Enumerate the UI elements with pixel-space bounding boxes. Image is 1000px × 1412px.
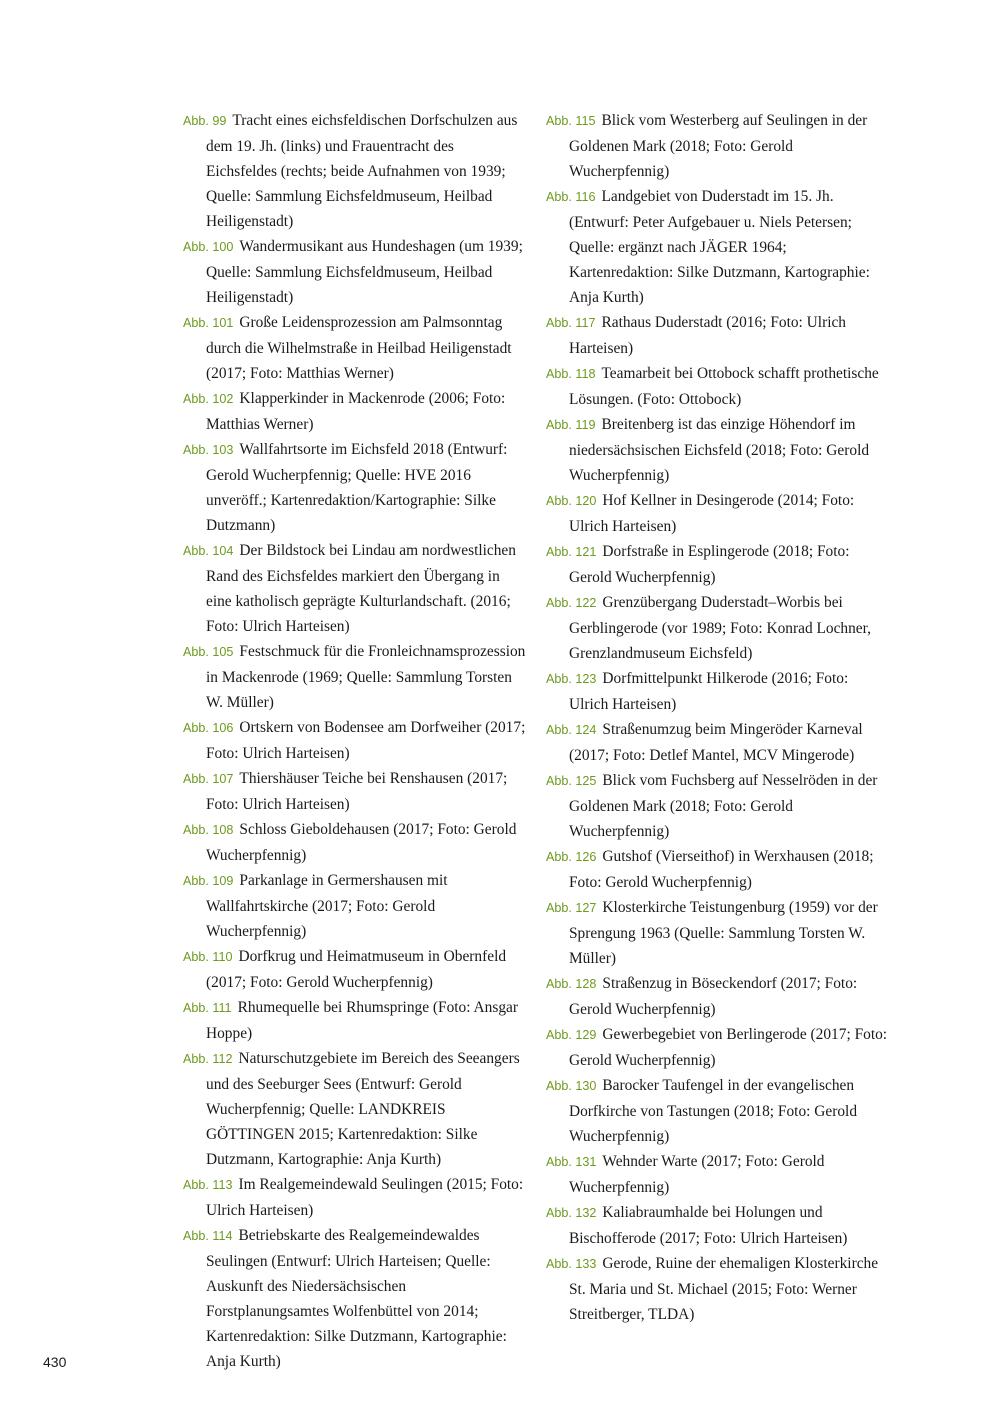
caption-text: Kaliabraumhalde bei Holungen und Bischofferode (2017; Foto: Ulrich Harteisen) <box>569 1204 848 1247</box>
caption-text: Breitenberg ist das einzige Höhendorf im niedersächsischen Eichsfeld (2018; Foto: Gerold Wucherpfennig) <box>569 416 870 484</box>
figure-caption <box>183 868 528 944</box>
figure-caption <box>546 1200 891 1251</box>
figure-label: Abb. 118 <box>546 367 596 381</box>
figure-label: Abb. 105 <box>183 645 234 659</box>
page-number: 430 <box>43 1354 67 1370</box>
figure-caption <box>183 1046 528 1172</box>
figure-label: Abb. 99 <box>183 114 227 128</box>
figure-label: Abb. 114 <box>183 1229 233 1243</box>
figure-label: Abb. 111 <box>183 1001 232 1015</box>
figure-label: Abb. 126 <box>546 850 597 864</box>
caption-text: Festschmuck für die Fronleichnamsprozession in Mackenrode (1969; Quelle: Sammlung Torsten W. Müller) <box>206 643 526 711</box>
figure-label: Abb. 121 <box>546 545 597 559</box>
figure-label: Abb. 120 <box>546 494 597 508</box>
caption-text: Gewerbegebiet von Berlingerode (2017; Foto: Gerold Wucherpfennig) <box>569 1026 888 1069</box>
caption-text: Wandermusikant aus Hundeshagen (um 1939; Quelle: Sammlung Eichsfeldmuseum, Heilbad Heiligenstadt) <box>206 238 523 306</box>
figure-label: Abb. 116 <box>546 190 596 204</box>
caption-list-left <box>183 108 528 1374</box>
figure-label: Abb. 115 <box>546 114 596 128</box>
figure-label: Abb. 108 <box>183 823 234 837</box>
figure-caption <box>183 538 528 639</box>
caption-text: Im Realgemeindewald Seulingen (2015; Foto: Ulrich Harteisen) <box>206 1176 524 1219</box>
caption-text: Wehnder Warte (2017; Foto: Gerold Wucherpfennig) <box>569 1153 825 1196</box>
figure-caption <box>183 1223 528 1374</box>
figure-label: Abb. 100 <box>183 240 234 254</box>
figure-label: Abb. 124 <box>546 723 597 737</box>
caption-text: Grenzübergang Duderstadt–Worbis bei Gerblingerode (vor 1989; Foto: Konrad Lochner, Grenzlandmuseum Eichsfeld) <box>569 594 871 662</box>
figure-label: Abb. 132 <box>546 1206 597 1220</box>
figure-label: Abb. 119 <box>546 418 596 432</box>
figure-label: Abb. 127 <box>546 901 597 915</box>
caption-text: Rhumequelle bei Rhumspringe (Foto: Ansgar Hoppe) <box>206 999 518 1042</box>
figure-caption <box>546 1251 891 1327</box>
figure-label: Abb. 102 <box>183 392 234 406</box>
figure-caption <box>183 639 528 715</box>
figure-label: Abb. 104 <box>183 544 234 558</box>
figure-caption <box>546 108 891 184</box>
figure-caption <box>546 1073 891 1149</box>
caption-text: Straßenumzug beim Mingeröder Karneval (2017; Foto: Detlef Mantel, MCV Mingerode) <box>569 721 863 764</box>
figure-caption <box>183 944 528 995</box>
caption-text: Dorfmittelpunkt Hilkerode (2016; Foto: Ulrich Harteisen) <box>569 670 849 713</box>
figure-label: Abb. 129 <box>546 1028 597 1042</box>
caption-text: Ortskern von Bodensee am Dorfweiher (2017; Foto: Ulrich Harteisen) <box>206 719 526 762</box>
figure-label: Abb. 101 <box>183 316 234 330</box>
figure-label: Abb. 128 <box>546 977 597 991</box>
caption-text: Große Leidensprozession am Palmsonntag durch die Wilhelmstraße in Heilbad Heiligenstadt (2017; Foto: Matthias Werner) <box>206 314 512 382</box>
figure-caption <box>183 766 528 817</box>
figure-label: Abb. 103 <box>183 443 234 457</box>
figure-label: Abb. 106 <box>183 721 234 735</box>
caption-text: Klapperkinder in Mackenrode (2006; Foto: Matthias Werner) <box>206 390 506 433</box>
caption-text: Wallfahrtsorte im Eichsfeld 2018 (Entwurf: Gerold Wucherpfennig; Quelle: HVE 2016 unveröff.; Kartenredaktion/Kartographie: Silke Dutzmann) <box>206 441 508 534</box>
caption-text: Dorfstraße in Esplingerode (2018; Foto: Gerold Wucherpfennig) <box>569 543 850 586</box>
figure-caption <box>183 108 528 234</box>
figure-caption <box>546 768 891 844</box>
caption-text: Der Bildstock bei Lindau am nordwestlichen Rand des Eichsfeldes markiert den Übergang in eine katholisch geprägte Kulturlandschaft. (2016; Foto: Ulrich Harteisen) <box>206 542 516 635</box>
figure-caption <box>546 895 891 971</box>
figure-caption <box>183 995 528 1046</box>
figure-caption <box>546 844 891 895</box>
caption-text: Thiershäuser Teiche bei Renshausen (2017; Foto: Ulrich Harteisen) <box>206 770 508 813</box>
caption-text: Parkanlage in Germershausen mit Wallfahrtskirche (2017; Foto: Gerold Wucherpfennig) <box>206 872 448 940</box>
caption-text: Gerode, Ruine der ehemaligen Klosterkirche St. Maria und St. Michael (2015; Foto: Werner Streitberger, TLDA) <box>569 1255 879 1323</box>
figure-caption <box>183 386 528 437</box>
caption-text: Blick vom Fuchsberg auf Nesselröden in der Goldenen Mark (2018; Foto: Gerold Wucherpfennig) <box>569 772 878 840</box>
figure-label: Abb. 123 <box>546 672 597 686</box>
figure-caption <box>546 412 891 488</box>
figure-label: Abb. 130 <box>546 1079 597 1093</box>
caption-text: Schloss Gieboldehausen (2017; Foto: Gerold Wucherpfennig) <box>206 821 517 864</box>
figure-label: Abb. 113 <box>183 1178 233 1192</box>
figure-caption <box>183 234 528 310</box>
figure-caption <box>546 717 891 768</box>
figure-caption <box>183 1172 528 1223</box>
figure-caption <box>546 310 891 361</box>
figure-caption <box>546 666 891 717</box>
figure-caption <box>546 184 891 310</box>
figure-caption <box>546 590 891 666</box>
figure-caption <box>546 539 891 590</box>
caption-text: Betriebskarte des Realgemeindewaldes Seulingen (Entwurf: Ulrich Harteisen; Quelle: Auskunft des Niedersächsischen Forstplanungsamtes Wolfenbüttel von 2014; Kartenredaktion: Silke Dutzmann, Kartographie: Anja Kurth) <box>206 1227 507 1370</box>
figure-label: Abb. 117 <box>546 316 596 330</box>
figure-caption <box>546 1149 891 1200</box>
figure-label: Abb. 131 <box>546 1155 597 1169</box>
figure-label: Abb. 112 <box>183 1052 233 1066</box>
figure-caption <box>183 437 528 538</box>
figure-label: Abb. 122 <box>546 596 597 610</box>
figure-caption <box>183 817 528 868</box>
caption-text: Klosterkirche Teistungenburg (1959) vor der Sprengung 1963 (Quelle: Sammlung Torsten W. Müller) <box>569 899 878 967</box>
figure-label: Abb. 109 <box>183 874 234 888</box>
caption-text: Gutshof (Vierseithof) in Werxhausen (2018; Foto: Gerold Wucherpfennig) <box>569 848 874 891</box>
figure-caption <box>546 1022 891 1073</box>
figure-caption <box>546 488 891 539</box>
figure-caption <box>183 310 528 386</box>
caption-text: Dorfkrug und Heimatmuseum in Obernfeld (2017; Foto: Gerold Wucherpfennig) <box>206 948 507 991</box>
caption-text: Naturschutzgebiete im Bereich des Seeangers und des Seeburger Sees (Entwurf: Gerold Wucherpfennig; Quelle: LANDKREIS GÖTTINGEN 2015; Kartenredaktion: Silke Dutzmann, Kartographie: Anja Kurth) <box>206 1050 520 1168</box>
caption-text: Straßenzug in Böseckendorf (2017; Foto: Gerold Wucherpfennig) <box>569 975 858 1018</box>
caption-text: Barocker Taufengel in der evangelischen Dorfkirche von Tastungen (2018; Foto: Gerold Wucherpfennig) <box>569 1077 858 1145</box>
figure-label: Abb. 110 <box>183 950 233 964</box>
figure-caption <box>183 715 528 766</box>
figure-caption <box>546 971 891 1022</box>
caption-text: Hof Kellner in Desingerode (2014; Foto: Ulrich Harteisen) <box>569 492 855 535</box>
figure-label: Abb. 125 <box>546 774 597 788</box>
caption-text: Tracht eines eichsfeldischen Dorfschulzen aus dem 19. Jh. (links) und Frauentracht des Eichsfeldes (rechts; beide Aufnahmen von 1939; Quelle: Sammlung Eichsfeldmuseum, Heilbad Heiligenstadt) <box>206 112 518 230</box>
caption-text: Blick vom Westerberg auf Seulingen in der Goldenen Mark (2018; Foto: Gerold Wucherpfennig) <box>569 112 868 180</box>
caption-text: Rathaus Duderstadt (2016; Foto: Ulrich Harteisen) <box>569 314 846 357</box>
caption-text: Landgebiet von Duderstadt im 15. Jh. (Entwurf: Peter Aufgebauer u. Niels Petersen; Quelle: ergänzt nach JÄGER 1964; Kartenredaktion: Silke Dutzmann, Kartographie: Anja Kurth) <box>569 188 870 306</box>
caption-list-right <box>546 108 891 1327</box>
caption-text: Teamarbeit bei Ottobock schafft prothetische Lösungen. (Foto: Ottobock) <box>569 365 879 408</box>
figure-label: Abb. 107 <box>183 772 234 786</box>
figure-label: Abb. 133 <box>546 1257 597 1271</box>
figure-caption <box>546 361 891 412</box>
